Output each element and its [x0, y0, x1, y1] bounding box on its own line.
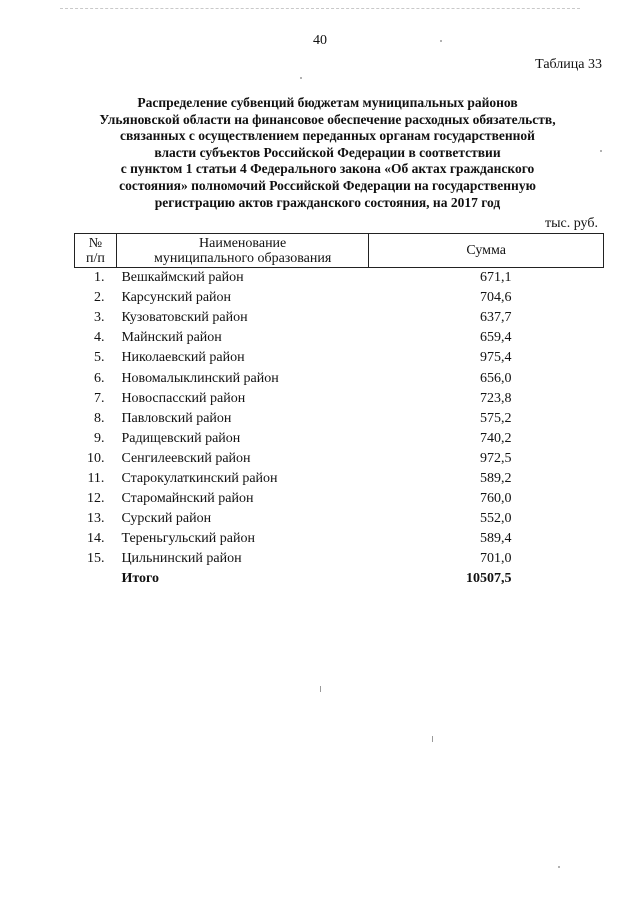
row-sum: 760,0: [480, 491, 512, 507]
header-name: [116, 234, 368, 268]
header-name-line1: Наименование: [199, 235, 287, 251]
header-number-line2: п/п: [86, 250, 105, 266]
row-sum: 637,7: [480, 310, 512, 326]
scan-artifact-top-line: [60, 8, 580, 10]
row-number: 15.: [86, 551, 105, 567]
table-row: [75, 489, 604, 509]
table-row: [75, 268, 604, 289]
total-label: Итого: [121, 571, 160, 587]
row-district-name: Вешкаймский район: [121, 270, 244, 286]
row-district-name: Старокулаткинский район: [121, 470, 278, 486]
scan-artifact-dot: [300, 77, 302, 79]
table-row: [75, 509, 604, 529]
row-sum: 704,6: [480, 290, 512, 306]
row-district-name: Николаевский район: [121, 350, 245, 366]
row-district-name: Павловский район: [121, 410, 232, 426]
scan-artifact-dot: [558, 866, 560, 868]
row-number: 1.: [93, 270, 105, 286]
table-row: [75, 288, 604, 308]
row-sum: 589,4: [480, 531, 512, 547]
row-sum: 723,8: [480, 390, 512, 406]
scan-artifact-dot: [600, 150, 602, 152]
document-title: [70, 95, 585, 211]
row-sum: 589,2: [480, 470, 512, 486]
header-name-line2: муниципального образования: [154, 250, 332, 266]
table-row: [75, 529, 604, 549]
table-label: Таблица 33: [535, 57, 602, 72]
row-district-name: Сурский район: [121, 511, 212, 527]
row-sum: 975,4: [480, 350, 512, 366]
table-row: [75, 389, 604, 409]
table-total-row: [75, 569, 604, 589]
row-sum: 671,1: [480, 270, 512, 286]
header-number: [75, 234, 117, 268]
row-number: 7.: [93, 390, 105, 406]
row-district-name: Радищевский район: [121, 430, 241, 446]
unit-label: тыс. руб.: [545, 216, 598, 231]
table-row: [75, 409, 604, 429]
table-row: [75, 449, 604, 469]
header-number-line1: №: [88, 235, 103, 251]
row-sum: 656,0: [480, 370, 512, 386]
row-sum: 972,5: [480, 450, 512, 466]
row-number: 6.: [93, 370, 105, 386]
row-number: 3.: [93, 310, 105, 326]
row-district-name: Кузоватовский район: [121, 310, 248, 326]
total-number-cell: [75, 569, 117, 589]
table-row: [75, 549, 604, 569]
row-sum: 659,4: [480, 330, 512, 346]
title-line: с пунктом 1 статьи 4 Федерального закона «Об актах гражданского: [120, 161, 535, 177]
row-number: 8.: [93, 410, 105, 426]
row-sum: 552,0: [480, 511, 512, 527]
table-row: [75, 348, 604, 368]
row-number: 2.: [93, 290, 105, 306]
row-district-name: Тереньгульский район: [121, 531, 255, 547]
header-sum: Сумма: [369, 234, 604, 268]
row-number: 5.: [93, 350, 105, 366]
table-row: [75, 368, 604, 388]
subvention-table: [74, 233, 604, 590]
row-sum: 575,2: [480, 410, 512, 426]
table-row: [75, 328, 604, 348]
row-number: 9.: [93, 430, 105, 446]
row-number: 14.: [86, 531, 105, 547]
title-line: Ульяновской области на финансовое обеспечение расходных обязательств,: [99, 111, 556, 127]
page-number: 40: [313, 33, 327, 48]
table-row: [75, 469, 604, 489]
title-line: Распределение субвенций бюджетам муниципальных районов: [137, 95, 518, 110]
row-number: 12.: [86, 491, 105, 507]
row-district-name: Цильнинский район: [121, 551, 242, 567]
row-number: 13.: [86, 511, 105, 527]
title-line: регистрацию актов гражданского состояния, на 2017 год: [154, 194, 501, 210]
row-district-name: Новомалыклинский район: [121, 370, 279, 386]
row-number: 10.: [86, 450, 105, 466]
row-district-name: Майнский район: [121, 330, 222, 346]
title-line: состояния» полномочий Российской Федерации на государственную: [119, 177, 536, 193]
row-district-name: Карсунский район: [121, 290, 232, 306]
row-sum: 740,2: [480, 430, 512, 446]
title-line: власти субъектов Российской Федерации в соответствии: [154, 144, 501, 160]
table-row: [75, 429, 604, 449]
scan-artifact-tick: [320, 686, 321, 692]
total-sum: 10507,5: [466, 571, 512, 587]
row-number: 11.: [87, 470, 105, 486]
row-number: 4.: [93, 330, 105, 346]
table-row: [75, 308, 604, 328]
row-sum: 701,0: [480, 551, 512, 567]
title-line: связанных с осуществлением переданных органам государственной: [120, 128, 535, 144]
row-district-name: Сенгилеевский район: [121, 450, 251, 466]
table-header-row: [75, 234, 604, 268]
row-district-name: Новоспасский район: [121, 390, 246, 406]
scan-artifact-tick: [432, 736, 433, 742]
row-district-name: Старомайнский район: [121, 491, 254, 507]
